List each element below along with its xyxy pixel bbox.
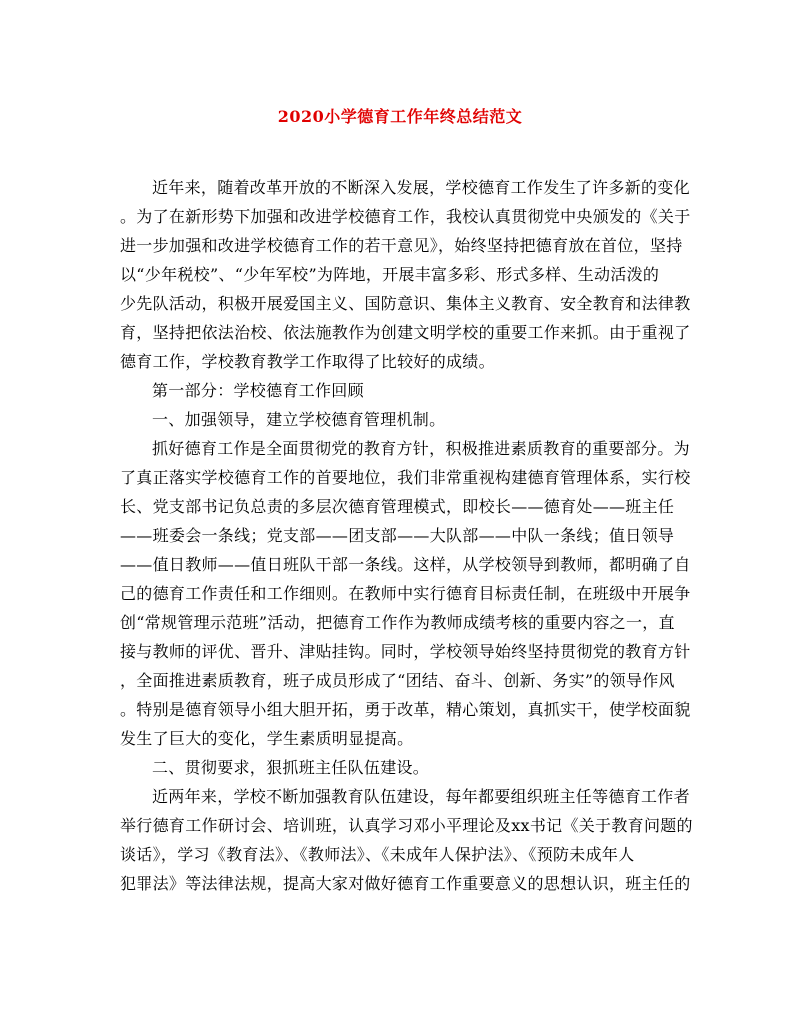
text-line: 发生了巨大的变化，学生素质明显提高。 [120, 729, 414, 748]
text-line: ——班委会一条线；党支部——团支部——大队部——中队一条线；值日领导 [120, 526, 675, 545]
text-line: 抓好德育工作是全面贯彻党的教育方针，积极推进素质教育的重要部分。为 [152, 439, 690, 458]
text-line: 近两年来，学校不断加强教育队伍建设，每年都要组织班主任等德育工作者 [152, 787, 690, 806]
text-line: 近年来，随着改革开放的不断深入发展，学校德育工作发生了许多新的变化 [152, 178, 690, 197]
text-line: 进一步加强和改进学校德育工作的若干意见》，始终坚持把德育放在首位，坚持 [120, 236, 683, 255]
text-line: 接与教师的评优、晋升、津贴挂钩。同时，学校领导始终坚持贯彻党的教育方针 [120, 642, 691, 661]
text-line: ——值日教师——值日班队干部一条线。这样，从学校领导到教师，都明确了自 [120, 555, 691, 574]
text-line: 育，坚持把依法治校、依法施教作为创建文明学校的重要工作来抓。由于重视了 [120, 323, 691, 342]
text-line: ，全面推进素质教育，班子成员形成了“团结、奋斗、创新、务实”的领导作风 [120, 671, 675, 690]
text-line: 谈话》，学习《教育法》、《教师法》、《未成年人保护法》、《预防未成年人 [120, 845, 635, 864]
text-line: 了真正落实学校德育工作的首要地位，我们非常重视构建德育管理体系，实行校 [120, 468, 691, 487]
subsection-heading: 二、贯彻要求，狠抓班主任队伍建设。 [152, 758, 430, 777]
text-line: 以“少年税校”、“少年军校”为阵地，开展丰富多彩、形式多样、生动活泼的 [120, 265, 660, 284]
text-line: 创“常规管理示范班”活动，把德育工作作为教师成绩考核的重要内容之一，直 [120, 613, 675, 632]
section-heading: 第一部分：学校德育工作回顾 [152, 381, 364, 400]
text-line: 举行德育工作研讨会、培训班，认真学习邓小平理论及xx书记《关于教育问题的 [120, 816, 693, 835]
document-body [120, 173, 700, 898]
text-line: 己的德育工作责任和工作细则。在教师中实行德育目标责任制，在班级中开展争 [120, 584, 691, 603]
text-line: 德育工作，学校教育教学工作取得了比较好的成绩。 [120, 352, 495, 371]
text-line: 。为了在新形势下加强和改进学校德育工作，我校认真贯彻党中央颁发的《关于 [120, 207, 691, 226]
text-line: 长、党支部书记负总责的多层次德育管理模式，即校长——德育处——班主任 [120, 497, 675, 516]
text-line: 少先队活动，积极开展爱国主义、国防意识、集体主义教育、安全教育和法律教 [120, 294, 691, 313]
document-title: 2020小学德育工作年终总结范文 [277, 107, 523, 126]
text-line: 。特别是德育领导小组大胆开拓，勇于改革，精心策划，真抓实干，使学校面貌 [120, 700, 691, 719]
subsection-heading: 一、加强领导，建立学校德育管理机制。 [152, 410, 446, 429]
text-line: 犯罪法》等法律法规，提高大家对做好德育工作重要意义的思想认识，班主任的 [120, 874, 691, 893]
